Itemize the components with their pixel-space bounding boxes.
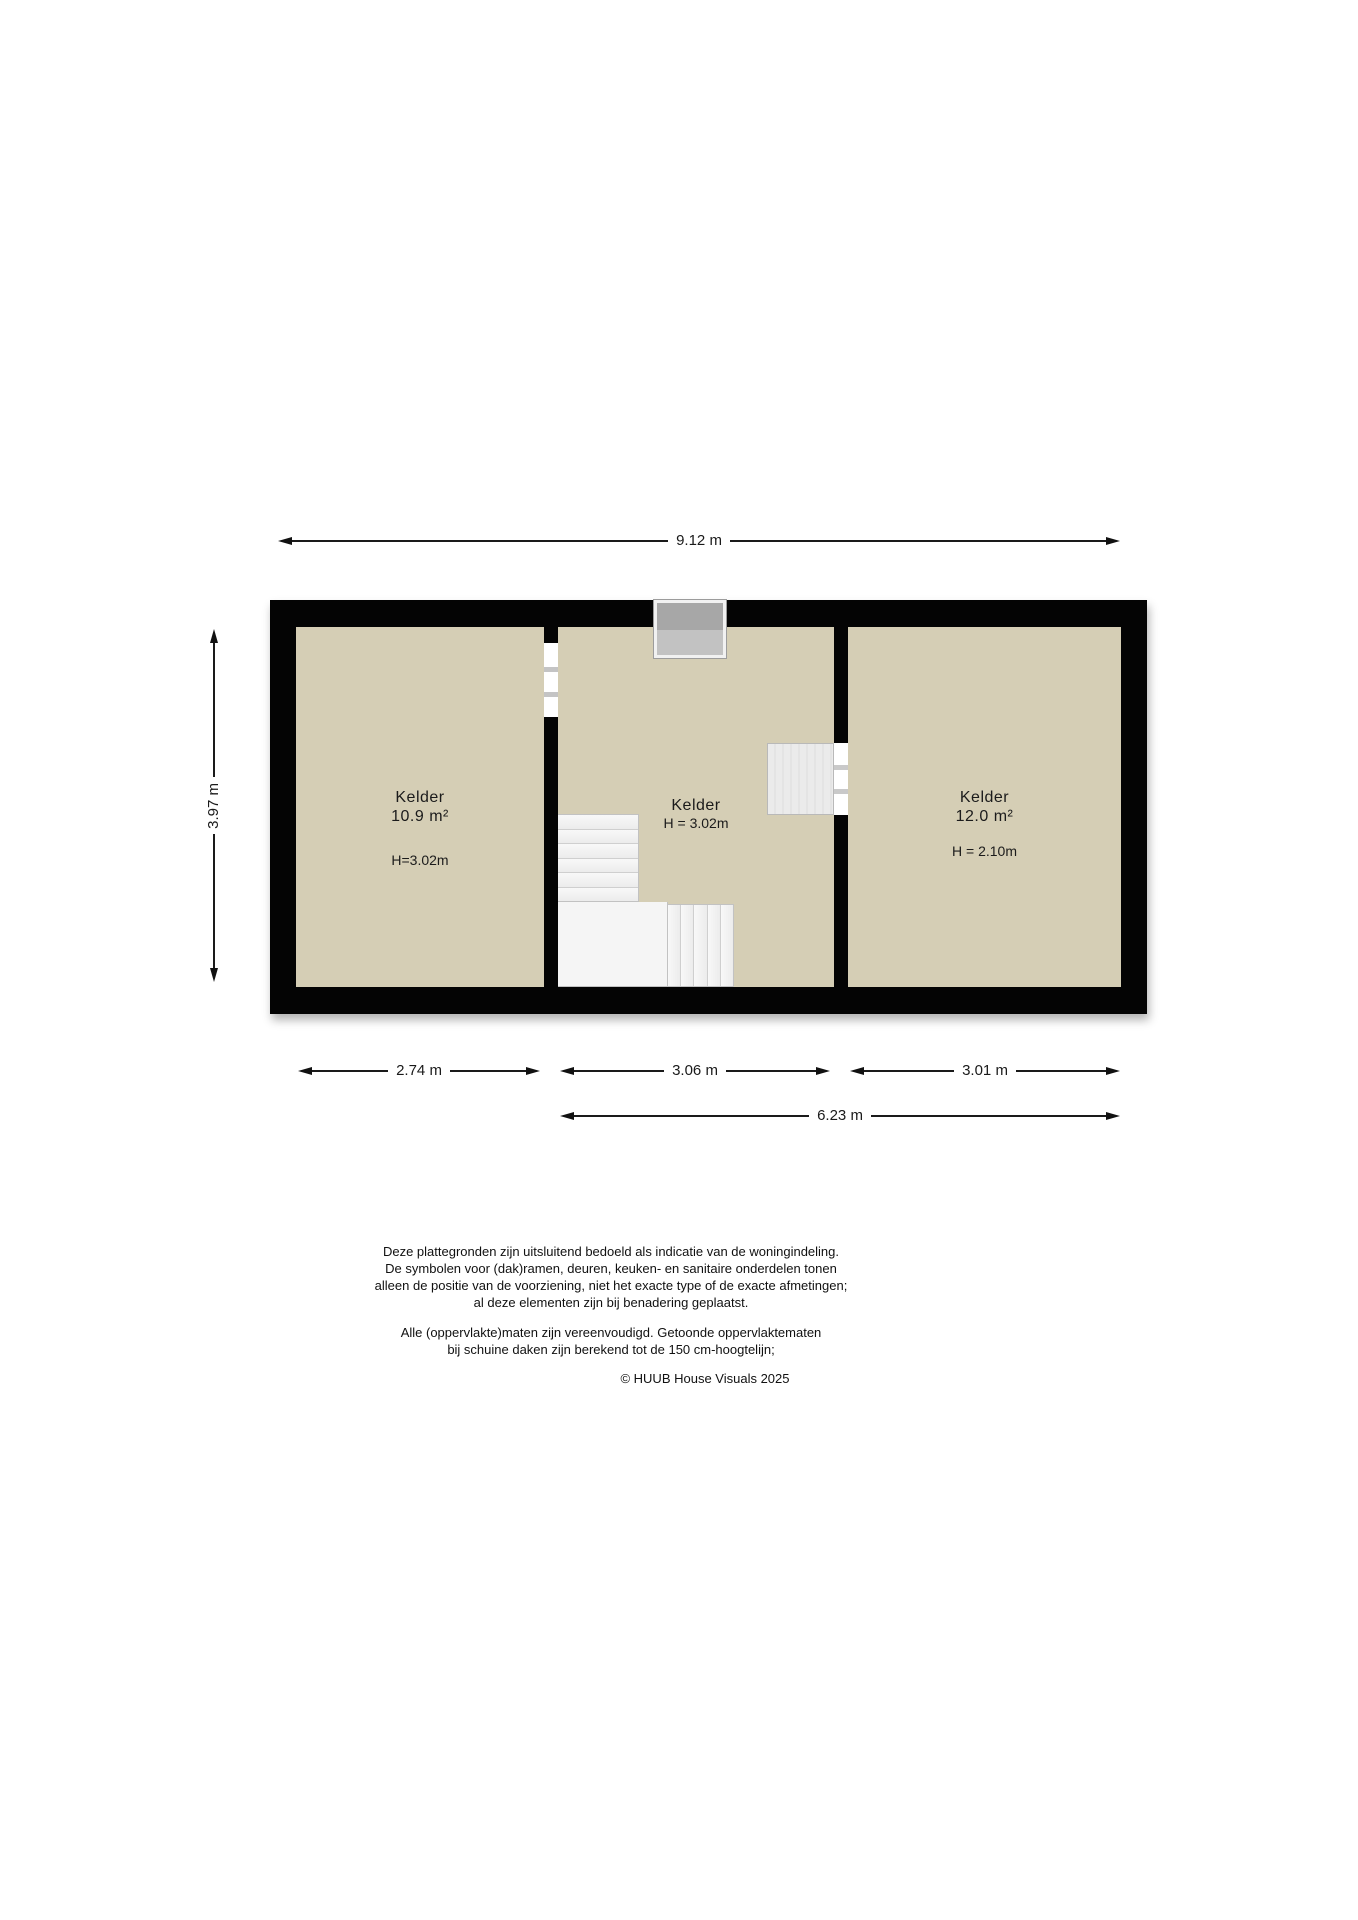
dimension-room3-width [850, 1063, 1120, 1079]
arrow-left-icon [278, 537, 292, 545]
stair-tread [558, 859, 638, 874]
arrow-left-icon [298, 1067, 312, 1075]
dimension-top-label: 9.12 m [676, 532, 722, 549]
stair-landing [558, 902, 668, 987]
dimension-line [574, 1070, 664, 1072]
window-divider [544, 692, 558, 697]
dimension-line [213, 643, 215, 777]
window-divider [544, 667, 558, 672]
dimension-line [213, 834, 215, 968]
room-area: 10.9 m² [391, 808, 449, 825]
stair-tread [558, 873, 638, 888]
arrow-right-icon [1106, 1067, 1120, 1075]
disclaimer-line: Deze plattegronden zijn uitsluitend bedoeld als indicatie van de woningindeling. [382, 1244, 840, 1259]
arrow-right-icon [526, 1067, 540, 1075]
room-label-kelder-2 [558, 796, 834, 832]
stair-tread [694, 905, 707, 986]
room-ceiling-height: H = 3.02m [663, 815, 729, 831]
room-name: Kelder [959, 789, 1010, 806]
arrow-left-icon [560, 1067, 574, 1075]
dimension-line [730, 540, 1106, 542]
dimension-line [871, 1115, 1106, 1117]
door-divider [834, 789, 848, 794]
disclaimer-text [311, 1243, 911, 1358]
dimension-label: 3.06 m [672, 1062, 718, 1079]
room-ceiling-height: H=3.02m [391, 852, 449, 868]
floorplan-drawing [270, 600, 1147, 1014]
dimension-line [864, 1070, 954, 1072]
chimney-base [657, 630, 723, 655]
arrow-right-icon [1106, 537, 1120, 545]
door-opening [834, 743, 848, 815]
room-label-kelder-3 [848, 788, 1121, 860]
dimension-line [292, 540, 668, 542]
arrow-left-icon [850, 1067, 864, 1075]
chimney-icon [653, 599, 727, 659]
stair-tread [681, 905, 694, 986]
stair-tread [708, 905, 721, 986]
arrow-down-icon [210, 968, 218, 982]
dimension-label: 6.23 m [817, 1107, 863, 1124]
copyright-text: © HUUB House Visuals 2025 [620, 1371, 790, 1386]
stair-tread [558, 844, 638, 859]
room-label-kelder-1 [296, 788, 544, 869]
dimension-left [206, 629, 222, 982]
dimension-line [312, 1070, 388, 1072]
room-ceiling-height: H = 2.10m [952, 843, 1017, 859]
disclaimer-line: De symbolen voor (dak)ramen, deuren, keuken- en sanitaire onderdelen tonen [385, 1261, 837, 1276]
dimension-rooms23-total-width [560, 1108, 1120, 1124]
stair-tread [668, 905, 681, 986]
stair-tread [558, 888, 638, 902]
dimension-room2-width [560, 1063, 830, 1079]
arrow-right-icon [1106, 1112, 1120, 1120]
disclaimer-line: al deze elementen zijn bij benadering geplaatst. [473, 1295, 749, 1310]
room-name: Kelder [395, 789, 445, 806]
disclaimer-line: alleen de positie van de voorziening, niet het exacte type of de exacte afmetingen; [374, 1278, 848, 1293]
disclaimer-line: bij schuine daken zijn berekend tot de 150 cm-hoogtelijn; [447, 1342, 775, 1357]
arrow-up-icon [210, 629, 218, 643]
room-name: Kelder [671, 797, 721, 814]
staircase-icon [668, 904, 734, 987]
dimension-top [278, 533, 1120, 549]
dimension-line [1016, 1070, 1106, 1072]
dimension-line [574, 1115, 809, 1117]
stair-tread [721, 905, 733, 986]
disclaimer-line: Alle (oppervlakte)maten zijn vereenvoudigd. Getoonde oppervlaktematen [400, 1325, 822, 1340]
dimension-room1-width [298, 1063, 540, 1079]
dimension-line [726, 1070, 816, 1072]
dimension-left-label: 3.97 m [205, 782, 222, 829]
arrow-right-icon [816, 1067, 830, 1075]
arrow-left-icon [560, 1112, 574, 1120]
room-area: 12.0 m² [955, 808, 1014, 825]
dimension-line [450, 1070, 526, 1072]
door-divider [834, 765, 848, 770]
dimension-label: 3.01 m [962, 1062, 1008, 1079]
dimension-label: 2.74 m [396, 1062, 442, 1079]
window-icon [544, 643, 558, 717]
chimney-shaft [657, 603, 723, 630]
